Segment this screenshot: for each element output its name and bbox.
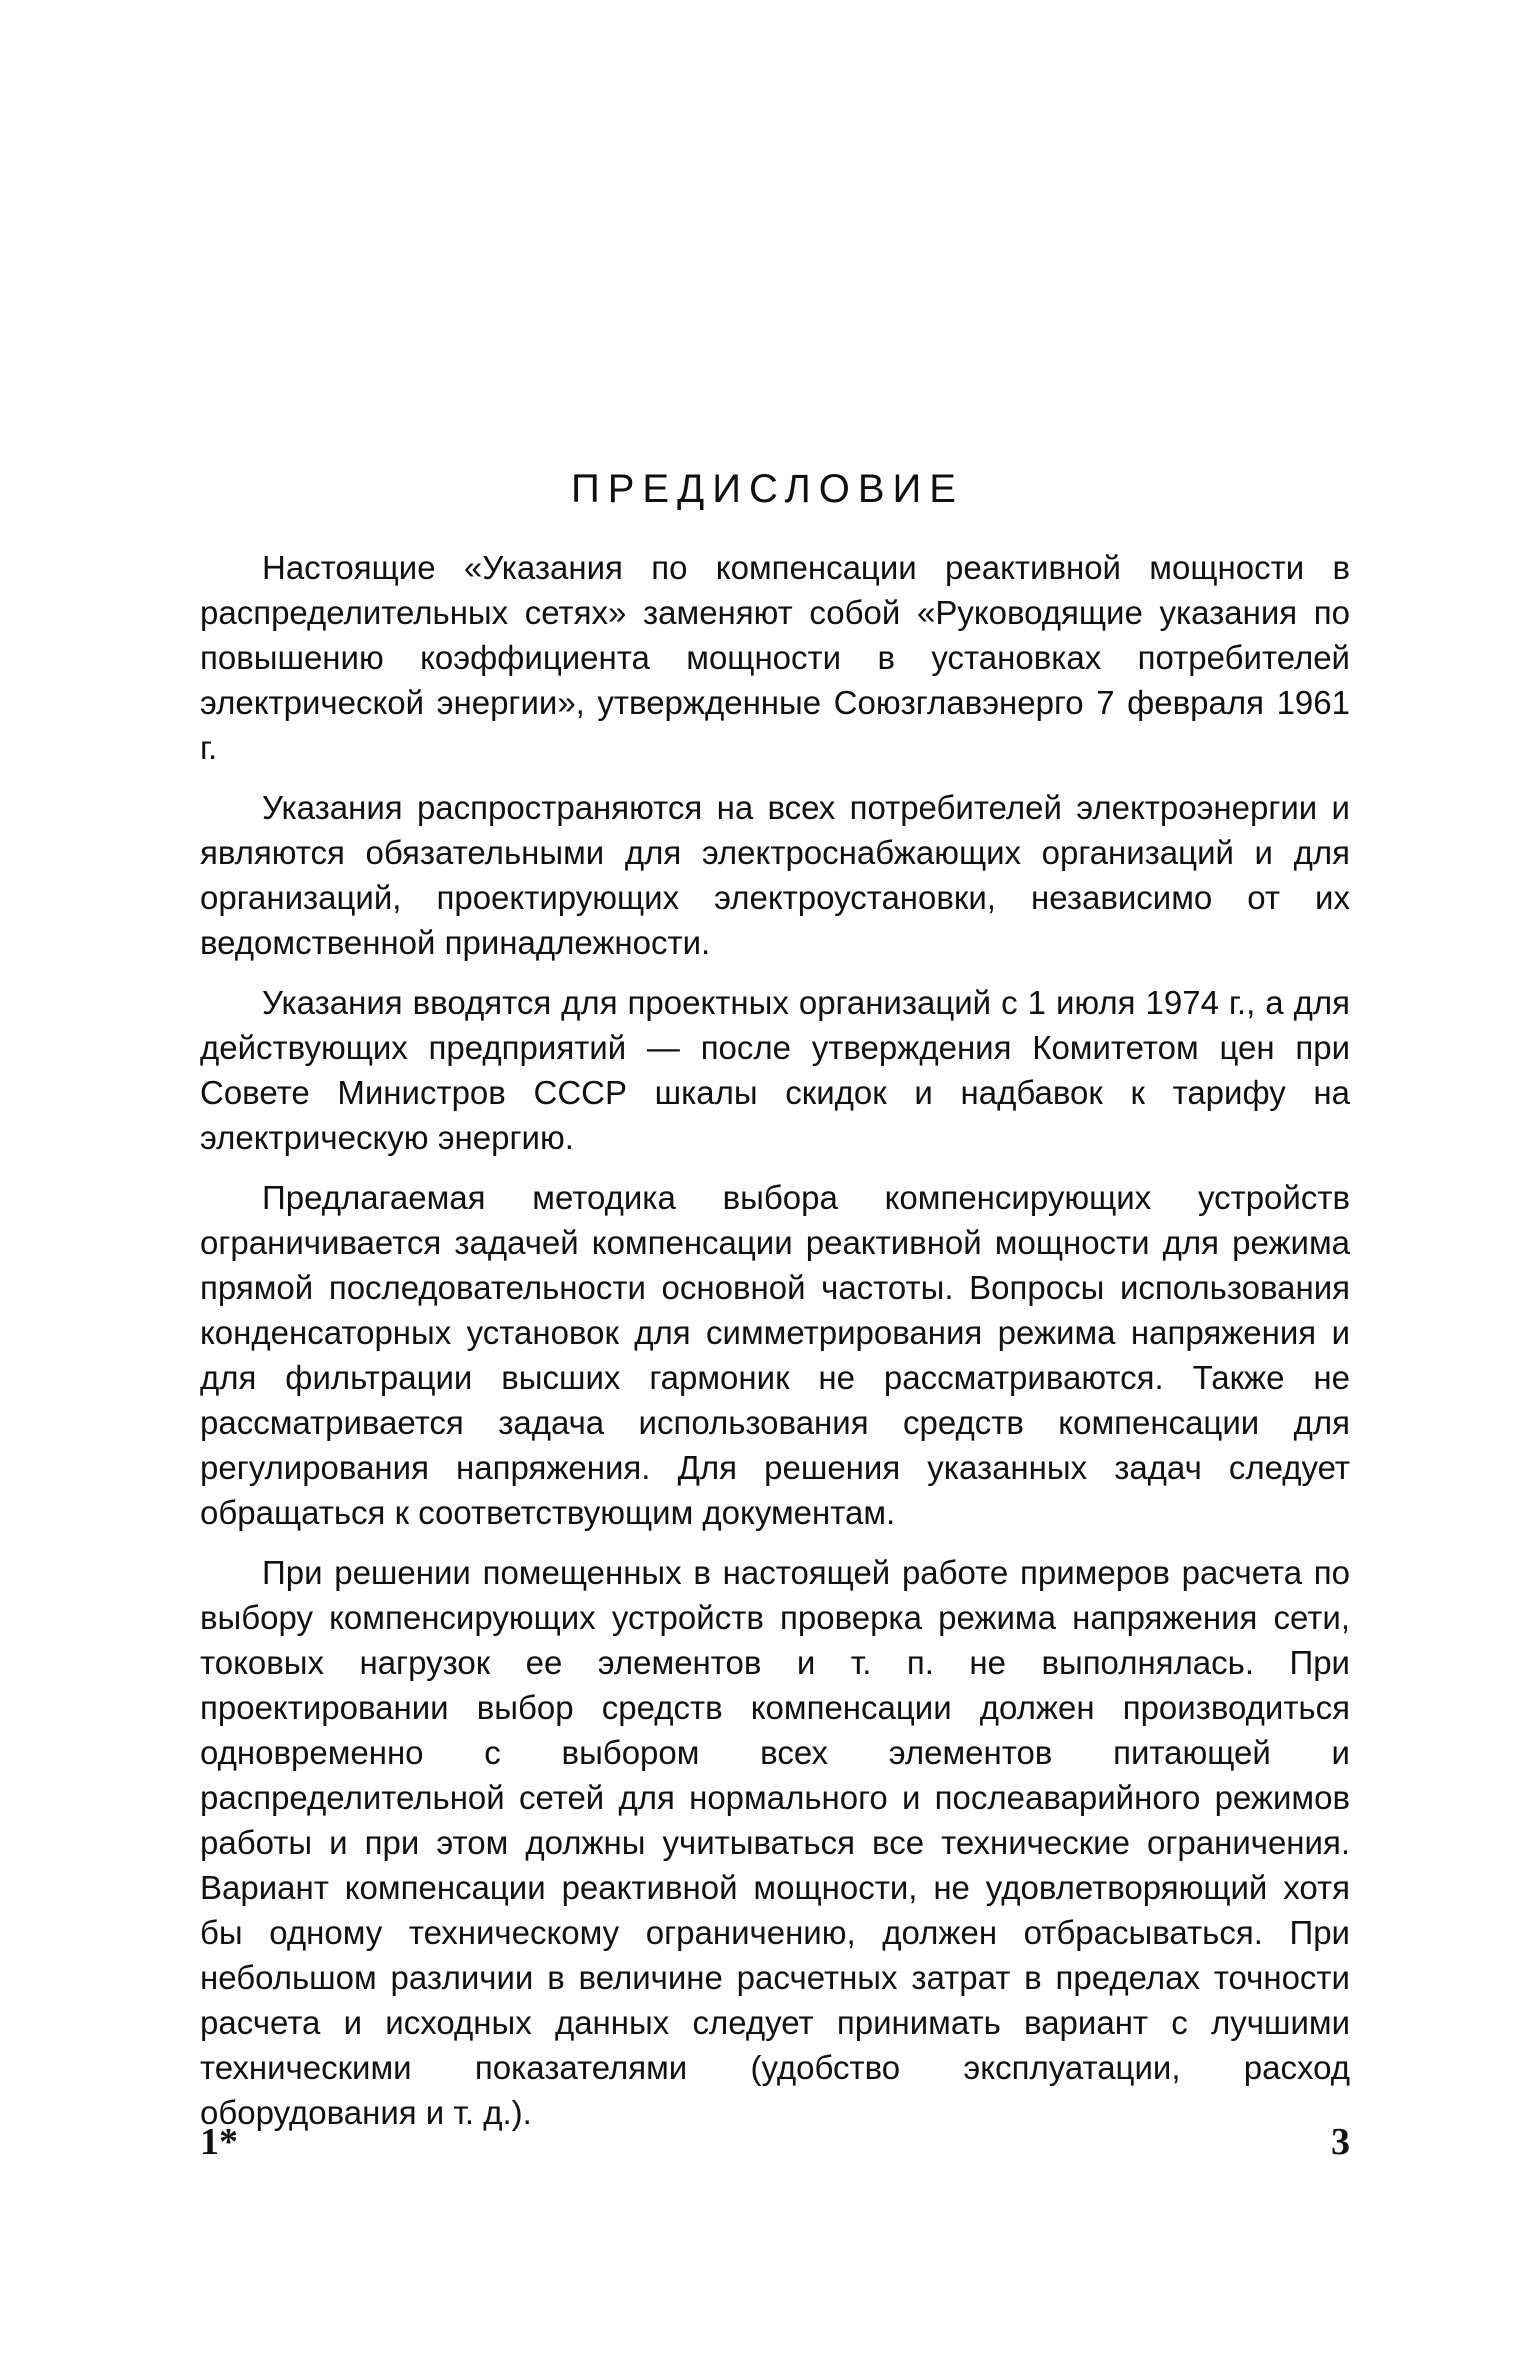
page-title: ПРЕДИСЛОВИЕ [571,466,964,511]
paragraph-5: При решении помещенных в настоящей работе примеров расчета по выбору компенсирующих устройств проверка режима напряжения сети, токовых нагрузок ее элементов и т. п. не выполнялась. При проектировании выбор средств компенсации должен производиться одновременно с выбором всех элементов питающей и распределительной сетей для нормального и послеаварийного режимов работы и при этом должны учитываться все технические ограничения. Вариант компенсации реактивной мощности, не удовлетворяющий хотя бы одному техническому ограничению, должен отбрасываться. При небольшом различии в величине расчетных затрат в пределах точности расчета и исходных данных следует принимать вариант с лучшими техническими показателями (удобство эксплуатации, расход оборудования и т. д.). [200,1554,1350,2131]
paragraph-2: Указания распространяются на всех потребителей электроэнергии и являются обязательными для электроснабжающих организаций и для организаций, проектирующих электроустановки, независимо от их ведомственной принадлежности. [200,789,1350,961]
paragraph-3: Указания вводятся для проектных организаций с 1 июля 1974 г., а для действующих предприятий — после утверждения Комитетом цен при Совете Министров СССР шкалы скидок и надбавок к тарифу на электрическую энергию. [200,984,1350,1156]
preface-body [200,545,1350,2150]
paragraph-1: Настоящие «Указания по компенсации реактивной мощности в распределительных сетях» заменяют собой «Руководящие указания по повышению коэффициента мощности в установках потребителей электрической энергии», утвержденные Союзглавэнерго 7 февраля 1961 г. [200,549,1350,766]
paragraph-4: Предлагаемая методика выбора компенсирующих устройств ограничивается задачей компенсации реактивной мощности для режима прямой последовательности основной частоты. Вопросы использования конденсаторных установок для симметрирования режима напряжения и для фильтрации высших гармоник не рассматриваются. Также не рассматривается задача использования средств компенсации для регулирования напряжения. Для решения указанных задач следует обращаться к соответствующим документам. [200,1179,1350,1531]
page-number: 3 [1331,2121,1350,2163]
signature-mark: 1* [200,2121,238,2163]
